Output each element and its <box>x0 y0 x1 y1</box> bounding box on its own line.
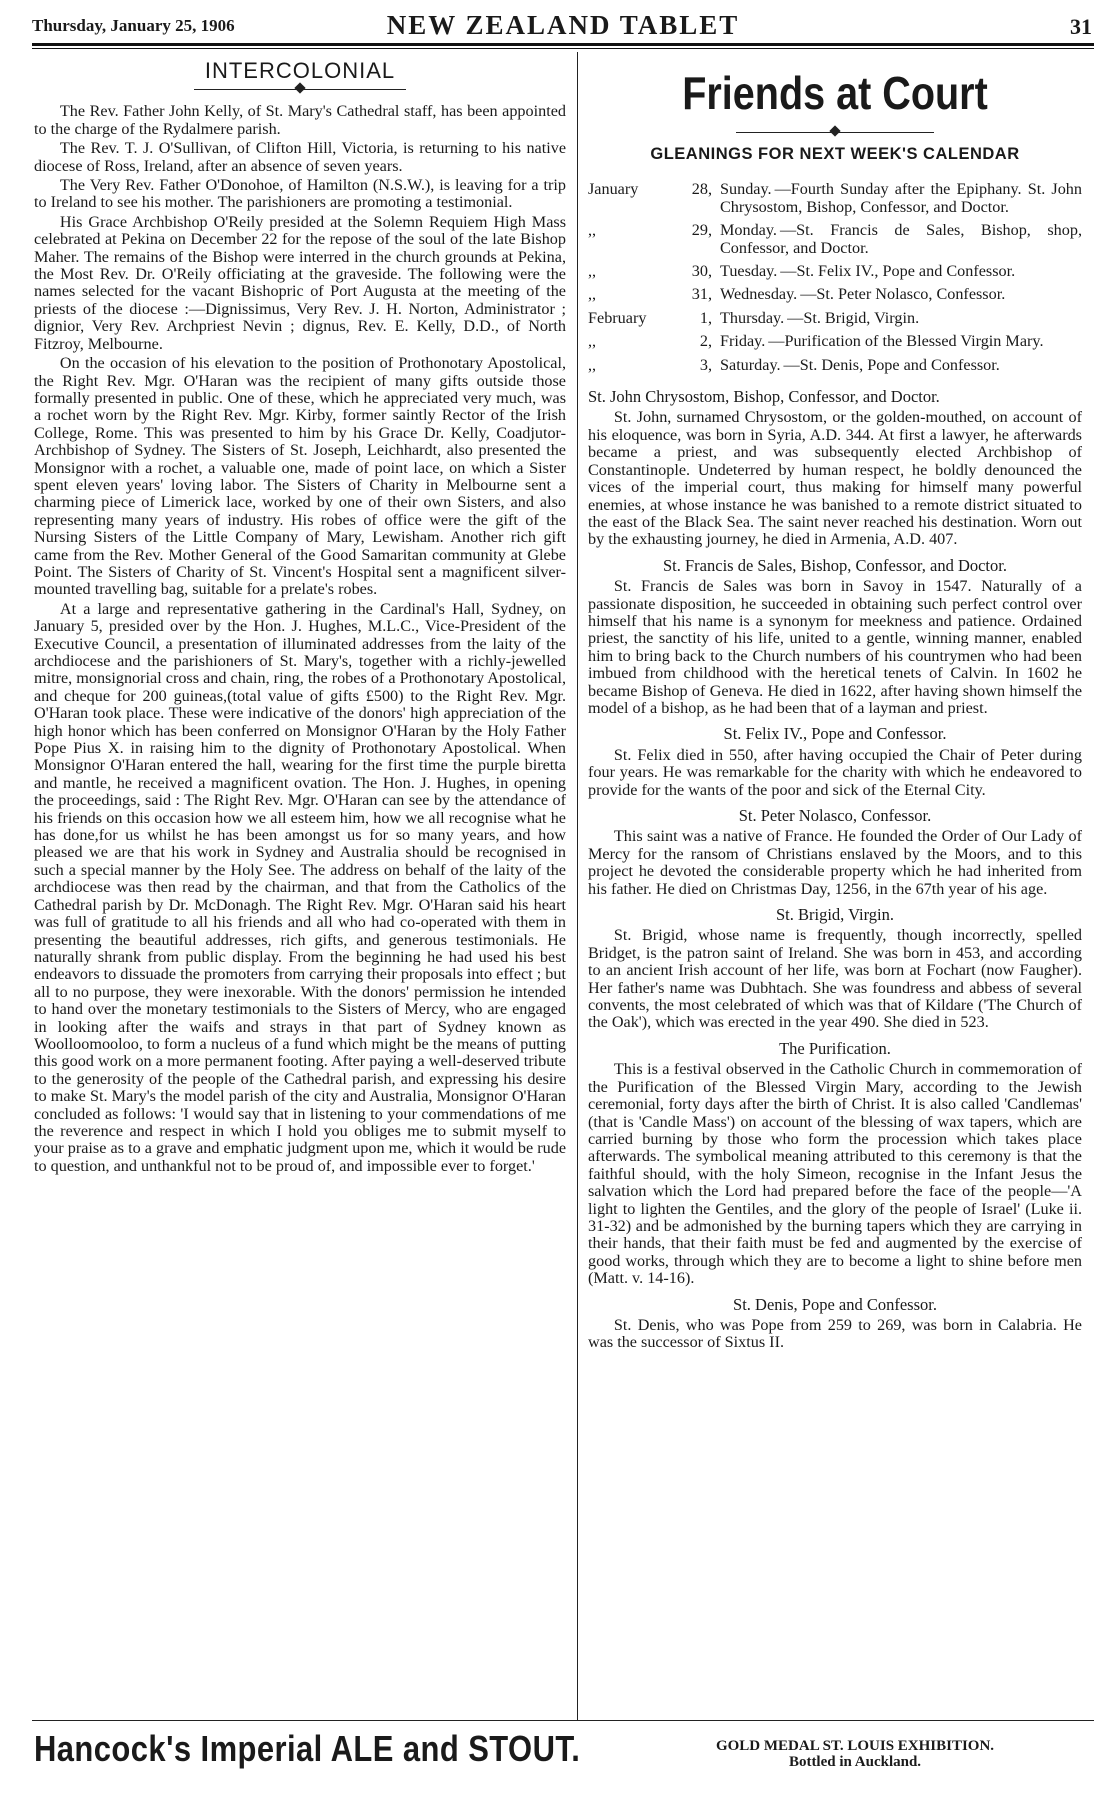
saint-paragraph: St. Francis de Sales was born in Savoy in 1547. Naturally of a passionate disposition, he succeeded in obtaining such perfect control over himself that his name is a synonym for meekness and patience. Ordained priest, the sanctity of his life, united to a gentle, winning manner, enabled him to bring back to the Church numbers of his countrymen who had been imbued from childhood with the heretical tenets of Calvin. In 1602 he became Bishop of Geneva. He died in 1622, after having shown himself the model of a bishop, as he had been that of a layman and priest. <box>588 577 1082 717</box>
friends-at-court-column <box>588 62 1082 1352</box>
calendar-feast <box>718 222 1082 257</box>
saint-heading: St. Brigid, Virgin. <box>775 905 895 925</box>
news-paragraph: The Very Rev. Father O'Donohoe, of Hamilton (N.S.W.), is leaving for a trip to Ireland to see his mother. The parishioners are promoting a testimonial. <box>34 176 566 212</box>
calendar-weekday: Saturday. <box>720 355 781 374</box>
saint-heading: St. Francis de Sales, Bishop, Confessor, and Doctor. <box>663 555 1007 575</box>
calendar-feast <box>718 357 1082 374</box>
footer-rule <box>32 1720 1094 1721</box>
news-paragraph: On the occasion of his elevation to the position of Prothonotary Apostolical, the Right Rev. Mgr. O'Haran was the recipient of many gifts outside those formally presented in public. One of these, which he appreciated very much, was a rochet worn by the Right Rev. Mgr. Kirby, former saintly Rector of the Irish College, Rome. This was presented to him by his Grace Dr. Kelly, Coadjutor-Archbishop of Sydney. The Sisters of St. Joseph, Leichhardt, also presented the Monsignor with a rochet, a valuable one, made of point lace, on which a Sister spent eleven years' loving labor. The Sisters of Charity in Melbourne sent a charming piece of Limerick lace, worked by one of their own Sisters, and also representing many years of industry. His robes of office were the gift of the Nursing Sisters of the Little Company of Mary, Lewisham. Another rich gift came from the Rev. Mother General of the Good Samaritan community at Glebe Point. The Sisters of Charity of St. Vincent's Hospital sent a magnificent silver-mounted travelling bag, suitable for a prelate's robes. <box>34 354 566 599</box>
calendar-month: ,, <box>588 332 597 351</box>
calendar-entry <box>588 310 1082 327</box>
news-paragraph: At a large and representative gathering in the Cardinal's Hall, Sydney, on January 5, presided over by the Hon. J. Hughes, M.L.C., Vice-President of the Executive Council, a presentation of illuminated addresses from the laity of the archdiocese and the parishioners of St. Mary's, together with a richly-jewelled mitre, monsignorial cross and chain, ring, the robes of a Prothonotary Apostolical, and cheque for 200 guineas,(total value of gifts £500) to the Right Rev. Mgr. O'Haran took place. These were indicative of the donors' high appreciation of the high honor which has been conferred on Monsignor O'Haran by the Holy Father Pope Pius X. in raising him to the dignity of Prothonotary Apostolical. When Monsignor O'Haran entered the hall, wearing for the first time the purple biretta and mantle, he received a magnificent ovation. The Hon. J. Hughes, in opening the proceedings, said : The Right Rev. Mgr. O'Haran can see by the attendance of his friends on this occasion how we all esteem him, how we all recognise what he has done,for us whilst he has been amongst us for so many years, and how pleased we are that his work in Sydney and Australia should be recognised in such a special manner by the Holy See. The address on behalf of the laity of the archdiocese was then read by the chairman, and that from the Catholics of the Cathedral parish by Dr. McDonagh. The Right Rev. Mgr. O'Haran said his heart was full of gratitude to all his friends and all who had co-operated with them in presenting the beautiful addresses, rich gifts, and generous testimonials. He naturally shrank from public display. From the beginning he had used his best endeavors to dissuade the promoters from carrying their proposals into effect ; but all to no purpose, they were inexorable. With the donors' permission he intended to hand over the monetary testimonials to the Sisters of Mercy, who are engaged in looking after the waifs and strays in that part of Sydney known as Woolloomooloo, to form a nucleus of a fund which might be the means of putting this good work on a more permanent footing. After paying a well-deserved tribute to the generosity of the people of the Cathedral parish, and expressing his desire to make St. Mary's the model parish of the city and Australia, Monsignor O'Haran concluded as follows: 'I would say that in listening to your commendations of me the reverence and respect in which I hold you obliges me to submit myself to your praise as to a grave and emphatic judgment upon me, which it would be rude to question, and unthankful not to be proud of, and impossible ever to forget.' <box>34 599 566 1175</box>
ad-line: GOLD MEDAL ST. LOUIS EXHIBITION. <box>715 1738 995 1754</box>
calendar-day: 2, <box>699 332 712 351</box>
saint-heading: St. John Chrysostom, Bishop, Confessor, and Doctor. <box>588 387 940 407</box>
calendar-text: —Fourth Sunday after the Epiphany. St. John Chrysostom, Bishop, Confessor, and Doctor. <box>720 180 1082 216</box>
calendar-text: —St. Brigid, Virgin. <box>787 308 920 327</box>
divider-ornament <box>588 126 1082 138</box>
saint-paragraph: St. Brigid, whose name is frequently, though incorrectly, spelled Bridget, is the patron saint of Ireland. She was born in 453, and according to an ancient Irish account of her life, was born at Fochart (now Faugher). Her father's name was Dubhtach. She was foundress and abbess of several convents, the most celebrated of which was that of Kildare ('The Church of the Oak'), which was erected in the year 490. She died in 523. <box>588 926 1082 1032</box>
calendar-feast <box>718 333 1082 350</box>
calendar-text: —St. Peter Nolasco, Confessor. <box>800 285 1006 304</box>
calendar-feast <box>718 286 1082 303</box>
calendar-text: —St. Francis de Sales, Bishop, shop, Confessor, and Doctor. <box>720 221 1082 257</box>
section-heading: INTERCOLONIAL <box>204 58 396 83</box>
masthead-rule-thin <box>32 48 1094 49</box>
section-subheading: GLEANINGS FOR NEXT WEEK'S CALENDAR <box>650 145 1020 163</box>
intercolonial-column <box>34 58 566 1175</box>
section-heading: Friends at Court <box>682 67 988 119</box>
calendar-month: ,, <box>588 221 597 240</box>
saint-heading: St. Felix IV., Pope and Confessor. <box>723 724 947 744</box>
saint-paragraph: This saint was a native of France. He founded the Order of Our Lady of Mercy for the ransom of Christians enslaved by the Moors, and to this project he devoted the considerable property which he had inherited from his father. He died on Christmas Day, 1256, in the 67th year of his age. <box>588 827 1082 898</box>
calendar-feast <box>718 263 1082 280</box>
calendar-weekday: Monday. <box>720 221 777 240</box>
calendar-day: 31, <box>691 285 712 304</box>
divider-ornament <box>34 83 566 95</box>
calendar-weekday: Sunday. <box>720 180 772 199</box>
calendar-month: ,, <box>588 355 597 374</box>
ad-line: Bottled in Auckland. <box>788 1754 922 1770</box>
calendar-feast <box>718 310 1082 327</box>
calendar-month: February <box>588 308 647 327</box>
saint-heading: The Purification. <box>779 1038 891 1058</box>
calendar-month: January <box>588 180 639 199</box>
calendar-text: —St. Denis, Pope and Confessor. <box>783 355 1000 374</box>
news-paragraph: The Rev. Father John Kelly, of St. Mary's Cathedral staff, has been appointed to the charge of the Rydalmere parish. <box>34 102 566 138</box>
advertisement-hancocks: Hancock's Imperial ALE and STOUT. <box>34 1728 581 1769</box>
news-paragraph: His Grace Archbishop O'Reily presided at the Solemn Requiem High Mass celebrated at Pekina on December 22 for the repose of the soul of the late Bishop Maher. The remains of the Bishop were interred in the church grounds at Pekina, the Most Rev. Dr. O'Reily officiating at the graveside. The following were the names selected for the vacant Bishopric of Port Augusta at the meeting of the priests of the diocese :—Dignissimus, Very Rev. J. H. Norton, Administrator ; dignior, Very Rev. Archpriest Nevin ; dignus, Rev. E. Kelly, D.D., of North Fitzroy, Melbourne. <box>34 212 566 353</box>
calendar-text: —St. Felix IV., Pope and Confessor. <box>780 262 1016 281</box>
saint-paragraph: St. John, surnamed Chrysostom, or the golden-mouthed, on account of his eloquence, was born in Syria, A.D. 344. At first a lawyer, he afterwards became a priest, and was subsequently elected Archbishop of Constantinople. Undeterred by human respect, he boldly denounced the vices of the imperial court, thus making for himself many powerful enemies, at whose instance he was banished to a remote district situated to the east of the Black Sea. The saint never reached his destination. Worn out by the exhausting journey, he died in Armenia, A.D. 407. <box>588 408 1082 549</box>
calendar-day: 29, <box>691 221 712 240</box>
advertisement-gold-medal <box>640 1738 1070 1770</box>
calendar-entry <box>588 286 1082 303</box>
calendar-weekday: Tuesday. <box>720 262 778 281</box>
calendar-weekday: Friday. <box>720 332 766 351</box>
calendar-entry <box>588 333 1082 350</box>
page-number: 31 <box>1070 14 1092 39</box>
calendar-month: ,, <box>588 262 597 281</box>
calendar-feast <box>718 181 1082 216</box>
calendar-entry <box>588 357 1082 374</box>
calendar-weekday: Thursday. <box>720 308 785 327</box>
masthead <box>32 8 1094 42</box>
calendar-entry <box>588 181 1082 216</box>
calendar-entry <box>588 263 1082 280</box>
saint-paragraph: This is a festival observed in the Catholic Church in commemoration of the Purification of the Blessed Virgin Mary, according to the Jewish ceremonial, forty days after the birth of Christ. It is also called 'Candlemas' (that is 'Candle Mass') on account of the blessing of wax tapers, which are carried burning by those who form the procession which takes place afterwards. The symbolical meaning attributed to this ceremony is that the faithful should, with the holy Simeon, recognise in the Infant Jesus the salvation which the Lord had prepared before the face of the people—'A light to lighten the Gentiles, and the glory of the people of Israel' (Luke ii. 31-32) and be admonished by the burning tapers which they are carrying in their hands, that their faith must be fed and augmented by the exercise of good works, through which they are to become a light to shine before men (Matt. v. 14-16). <box>588 1060 1082 1288</box>
saint-heading: St. Denis, Pope and Confessor. <box>733 1294 937 1314</box>
saint-paragraph: St. Felix died in 550, after having occupied the Chair of Peter during four years. He was remarkable for the charity with which he endeavored to provide for the wants of the poor and sick of the Eternal City. <box>588 745 1082 799</box>
calendar-day: 28, <box>691 180 712 199</box>
calendar-text: —Purification of the Blessed Virgin Mary. <box>768 332 1044 351</box>
calendar-day: 1, <box>699 308 712 327</box>
news-paragraph: The Rev. T. J. O'Sullivan, of Clifton Hill, Victoria, is returning to his native diocese of Ross, Ireland, after an absence of seven years. <box>34 139 566 175</box>
calendar-entry <box>588 222 1082 257</box>
calendar-weekday: Wednesday. <box>720 285 798 304</box>
saint-heading: St. Peter Nolasco, Confessor. <box>738 806 932 825</box>
newspaper-title: NEW ZEALAND TABLET <box>386 10 740 40</box>
calendar-day: 30, <box>691 262 712 281</box>
issue-date: Thursday, January 25, 1906 <box>32 16 235 35</box>
calendar-day: 3, <box>699 355 712 374</box>
calendar-month: ,, <box>588 285 597 304</box>
saint-paragraph: St. Denis, who was Pope from 259 to 269, was born in Calabria. He was the successor of Sixtus II. <box>588 1315 1082 1352</box>
column-divider <box>577 52 578 1720</box>
masthead-rule <box>32 43 1094 46</box>
calendar-list <box>588 181 1082 374</box>
